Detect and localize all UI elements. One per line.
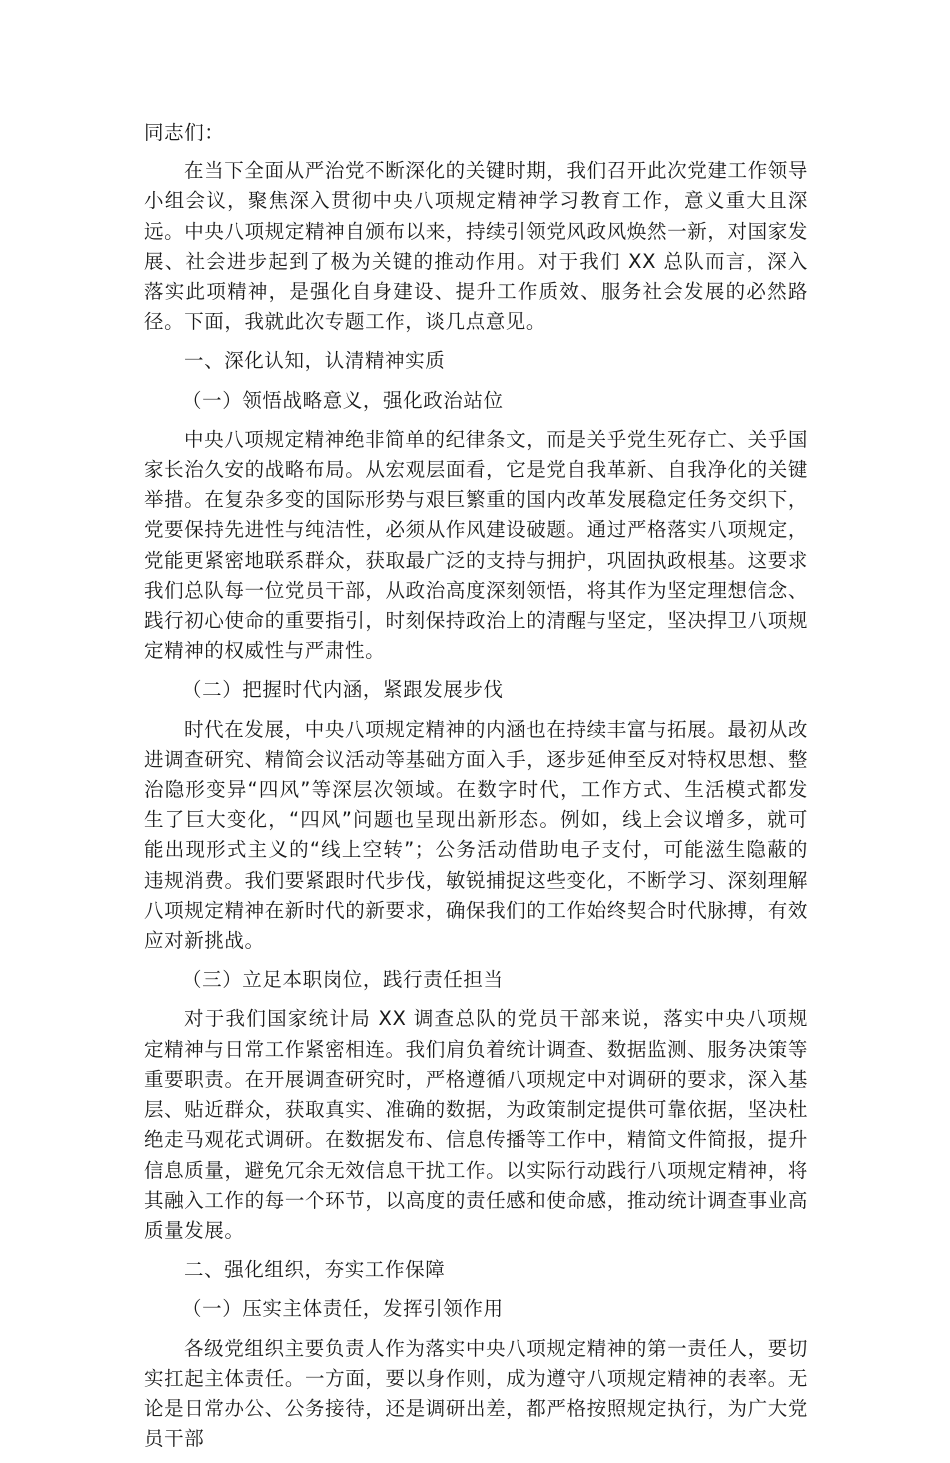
section-1-sub-2-body: 时代在发展，中央八项规定精神的内涵也在持续丰富与拓展。最初从改进调查研究、精简会议活动等基础方面入手，逐步延伸至反对特权思想、整治隐形变异“四风”等深层次领域。在数字时代，工作方式、生活模式都发生了巨大变化，“四风”问题也呈现出新形态。例如，线上会议增多，就可能出现形式主义的“线上空转”；公务活动借助电子支付，可能滋生隐蔽的违规消费。我们要紧跟时代步伐，敏锐捕捉这些变化，不断学习、深刻理解八项规定精神在新时代的新要求，确保我们的工作始终契合时代脉搏，有效应对新挑战。 <box>144 717 808 953</box>
greeting: 同志们： <box>144 121 225 144</box>
section-1-heading: 一、深化认知，认清精神实质 <box>184 349 446 373</box>
section-1-sub-3-heading: （三）立足本职岗位，践行责任担当 <box>182 968 504 992</box>
intro-paragraph: 在当下全面从严治党不断深化的关键时期，我们召开此次党建工作领导小组会议，聚焦深入贯彻中央八项规定精神学习教育工作，意义重大且深远。中央八项规定精神自颁布以来，持续引领党风政风焕然一新，对国家发展、社会进步起到了极为关键的推动作用。对于我们 XX 总队而言，深入落实此项精神，是强化自身建设、提升工作质效、服务社会发展的必然路径。下面，我就此次专题工作，谈几点意见。 <box>144 159 808 334</box>
section-1-sub-3-body: 对于我们国家统计局 XX 调查总队的党员干部来说，落实中央八项规定精神与日常工作紧密相连。我们肩负着统计调查、数据监测、服务决策等重要职责。在开展调查研究时，严格遵循八项规定中对调研的要求，深入基层、贴近群众，获取真实、准确的数据，为政策制定提供可靠依据，坚决杜绝走马观花式调研。在数据发布、信息传播等工作中，精简文件简报，提升信息质量，避免冗余无效信息干扰工作。以实际行动践行八项规定精神，将其融入工作的每一个环节，以高度的责任感和使命感，推动统计调查事业高质量发展。 <box>144 1007 808 1242</box>
section-2-sub-1-body: 各级党组织主要负责人作为落实中央八项规定精神的第一责任人，要切实扛起主体责任。一方面，要以身作则，成为遵守八项规定精神的表率。无论是日常办公、公务接待，还是调研出差，都严格按照规定执行，为广大党员干部 <box>144 1336 808 1451</box>
section-2-sub-1-heading: （一）压实主体责任，发挥引领作用 <box>182 1297 504 1321</box>
section-1-sub-2-heading: （二）把握时代内涵，紧跟发展步伐 <box>182 678 504 702</box>
section-2-heading: 二、强化组织，夯实工作保障 <box>184 1258 446 1282</box>
section-1-sub-1-heading: （一）领悟战略意义，强化政治站位 <box>182 388 504 412</box>
document-page <box>144 118 808 1463</box>
section-1-sub-1-body: 中央八项规定精神绝非简单的纪律条文，而是关乎党生死存亡、关乎国家长治久安的战略布局。从宏观层面看，它是党自我革新、自我净化的关键举措。在复杂多变的国际形势与艰巨繁重的国内改革发展稳定任务交织下，党要保持先进性与纯洁性，必须从作风建设破题。通过严格落实八项规定，党能更紧密地联系群众，获取最广泛的支持与拥护，巩固执政根基。这要求我们总队每一位党员干部，从政治高度深刻领悟，将其作为坚定理想信念、践行初心使命的重要指引，时刻保持政治上的清醒与坚定，坚决捍卫八项规定精神的权威性与严肃性。 <box>144 427 808 663</box>
